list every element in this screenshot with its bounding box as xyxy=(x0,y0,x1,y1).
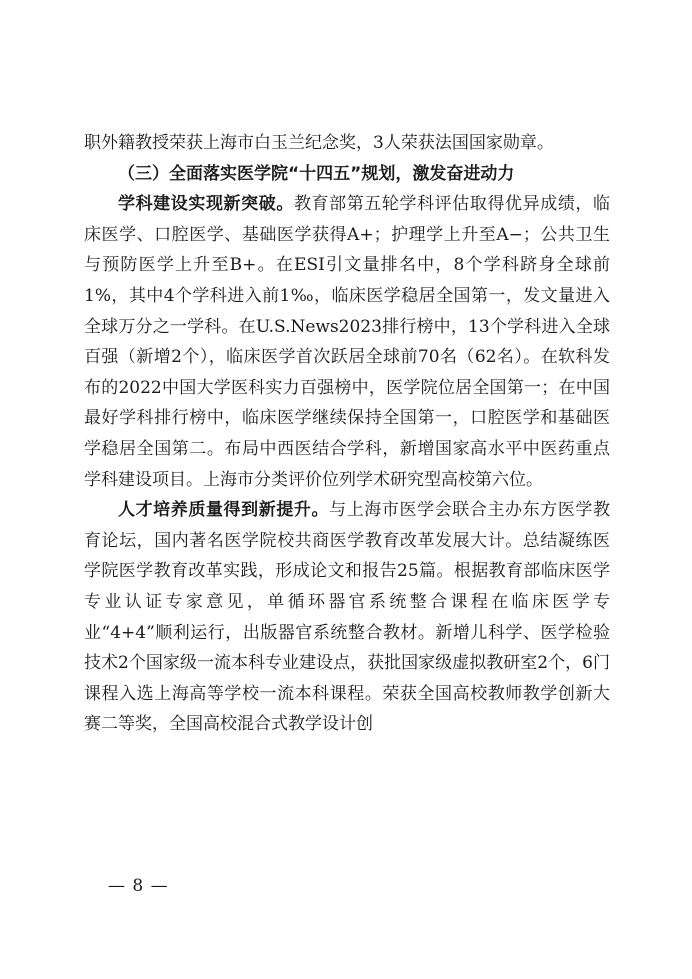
paragraph-keyword: 学科建设实现新突破。 xyxy=(118,194,294,215)
section-heading: （三）全面落实医学院“十四五”规划，激发奋进动力 xyxy=(118,163,515,184)
paragraph-continuation: 职外籍教授荣获上海市白玉兰纪念奖，3人荣获法国国家勋章。 xyxy=(84,133,554,153)
paragraph-keyword: 人才培养质量得到新提升。 xyxy=(118,500,330,521)
paragraph-education xyxy=(84,495,610,740)
paragraph-body: 与上海市医学会联合主办东方医学教育论坛，国内著名医学院校共商医学教育改革发展大计。总结凝练医学院医学教育改革实践，形成论文和报告25篇。根据教育部临床医学专业认证专家意见，单循环器官系统整合课程在临床医学专业“4+4”顺利运行，出版器官系统整合教材。新增儿科学、医学检验技术2个国家级一流本科专业建设点，获批国家级虚拟教研室2个，6门课程入选上海高等学校一流本科课程。荣获全国高校教师教学创新大赛二等奖，全国高校混合式教学设计创 xyxy=(84,500,611,735)
paragraph-discipline xyxy=(84,189,610,495)
body-text xyxy=(84,128,610,740)
page-number: — 8 — xyxy=(108,876,169,896)
paragraph-body: 教育部第五轮学科评估取得优异成绩，临床医学、口腔医学、基础医学获得A+；护理学上升至A−；公共卫生与预防医学上升至B+。在ESI引文量排名中，8个学科跻身全球前1%，其中4个学科进入前1‰，临床医学稳居全国第一，发文量进入全球万分之一学科。在U.S.News2023排行榜中，13个学科进入全球百强（新增2个），临床医学首次跃居全球前70名（62名）。在软科发布的2022中国大学医科实力百强榜中，医学院位居全国第一；在中国最好学科排行榜中，临床医学继续保持全国第一，口腔医学和基础医学稳居全国第二。布局中西医结合学科，新增国家高水平中医药重点学科建设项目。上海市分类评价位列学术研究型高校第六位。 xyxy=(84,194,611,490)
